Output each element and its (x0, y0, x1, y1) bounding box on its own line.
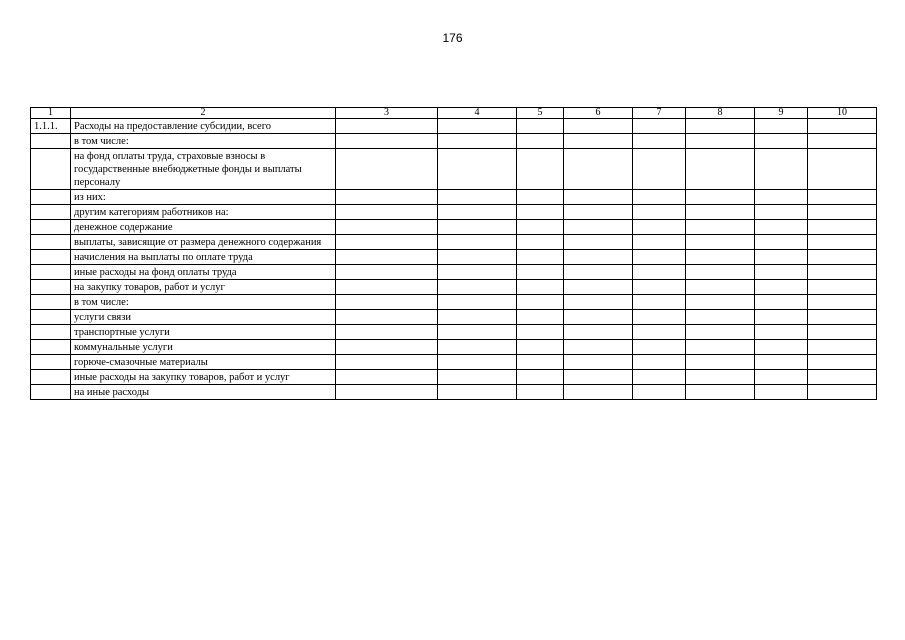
value-cell-col-9 (755, 340, 808, 355)
page-number: 176 (442, 31, 463, 45)
value-cell-col-5 (517, 355, 564, 370)
value-cell-col-7 (633, 295, 686, 310)
value-cell-col-4 (438, 310, 517, 325)
value-cell-col-3 (336, 235, 438, 250)
value-cell-col-9 (755, 190, 808, 205)
value-cell-col-5 (517, 325, 564, 340)
row-code-cell (31, 310, 71, 325)
value-cell-col-8 (686, 190, 755, 205)
value-cell-col-7 (633, 220, 686, 235)
value-cell-col-4 (438, 134, 517, 149)
value-cell-col-10 (808, 340, 877, 355)
value-cell-col-4 (438, 190, 517, 205)
value-cell-col-9 (755, 310, 808, 325)
table-row (31, 280, 877, 295)
value-cell-col-4 (438, 340, 517, 355)
value-cell-col-8 (686, 355, 755, 370)
value-cell-col-4 (438, 265, 517, 280)
value-cell-col-10 (808, 280, 877, 295)
row-code-cell (31, 235, 71, 250)
value-cell-col-10 (808, 235, 877, 250)
row-label-cell: на фонд оплаты труда, страховые взносы в государственные внебюджетные фонды и выплаты персоналу (71, 149, 336, 190)
row-label-cell: иные расходы на закупку товаров, работ и услуг (71, 370, 336, 385)
value-cell-col-9 (755, 385, 808, 400)
value-cell-col-9 (755, 134, 808, 149)
row-label-cell: из них: (71, 190, 336, 205)
value-cell-col-5 (517, 205, 564, 220)
value-cell-col-10 (808, 310, 877, 325)
value-cell-col-3 (336, 355, 438, 370)
value-cell-col-9 (755, 265, 808, 280)
value-cell-col-8 (686, 280, 755, 295)
value-cell-col-8 (686, 310, 755, 325)
value-cell-col-5 (517, 250, 564, 265)
value-cell-col-4 (438, 295, 517, 310)
value-cell-col-8 (686, 370, 755, 385)
column-header: 1 (31, 108, 71, 119)
value-cell-col-5 (517, 340, 564, 355)
value-cell-col-3 (336, 134, 438, 149)
value-cell-col-4 (438, 119, 517, 134)
value-cell-col-4 (438, 250, 517, 265)
expenses-table (30, 107, 877, 400)
table-row (31, 355, 877, 370)
value-cell-col-9 (755, 280, 808, 295)
value-cell-col-6 (564, 340, 633, 355)
value-cell-col-5 (517, 280, 564, 295)
value-cell-col-7 (633, 325, 686, 340)
value-cell-col-5 (517, 134, 564, 149)
value-cell-col-6 (564, 385, 633, 400)
value-cell-col-7 (633, 149, 686, 190)
value-cell-col-10 (808, 325, 877, 340)
row-code-cell (31, 385, 71, 400)
value-cell-col-5 (517, 190, 564, 205)
column-header: 2 (71, 108, 336, 119)
column-header: 9 (755, 108, 808, 119)
value-cell-col-5 (517, 149, 564, 190)
column-header: 7 (633, 108, 686, 119)
row-label-cell: начисления на выплаты по оплате труда (71, 250, 336, 265)
value-cell-col-6 (564, 370, 633, 385)
row-code-cell (31, 355, 71, 370)
value-cell-col-6 (564, 134, 633, 149)
column-header: 3 (336, 108, 438, 119)
value-cell-col-9 (755, 235, 808, 250)
table-row (31, 295, 877, 310)
value-cell-col-7 (633, 265, 686, 280)
value-cell-col-4 (438, 280, 517, 295)
table-row (31, 220, 877, 235)
value-cell-col-7 (633, 205, 686, 220)
value-cell-col-8 (686, 295, 755, 310)
value-cell-col-8 (686, 134, 755, 149)
value-cell-col-5 (517, 220, 564, 235)
value-cell-col-6 (564, 250, 633, 265)
value-cell-col-6 (564, 190, 633, 205)
value-cell-col-8 (686, 250, 755, 265)
value-cell-col-10 (808, 149, 877, 190)
value-cell-col-7 (633, 370, 686, 385)
row-label-cell: в том числе: (71, 134, 336, 149)
table-row (31, 370, 877, 385)
row-code-cell (31, 340, 71, 355)
row-label-cell: на иные расходы (71, 385, 336, 400)
table-row (31, 385, 877, 400)
value-cell-col-4 (438, 149, 517, 190)
value-cell-col-3 (336, 385, 438, 400)
value-cell-col-4 (438, 235, 517, 250)
value-cell-col-3 (336, 310, 438, 325)
value-cell-col-5 (517, 265, 564, 280)
value-cell-col-9 (755, 355, 808, 370)
value-cell-col-9 (755, 119, 808, 134)
value-cell-col-6 (564, 235, 633, 250)
value-cell-col-10 (808, 134, 877, 149)
row-code-cell (31, 295, 71, 310)
value-cell-col-6 (564, 205, 633, 220)
value-cell-col-3 (336, 295, 438, 310)
value-cell-col-9 (755, 250, 808, 265)
value-cell-col-3 (336, 220, 438, 235)
row-code-cell (31, 250, 71, 265)
value-cell-col-4 (438, 355, 517, 370)
row-code-cell: 1.1.1. (31, 119, 71, 134)
row-code-cell (31, 134, 71, 149)
value-cell-col-6 (564, 295, 633, 310)
value-cell-col-9 (755, 205, 808, 220)
table-row (31, 250, 877, 265)
value-cell-col-6 (564, 355, 633, 370)
row-code-cell (31, 190, 71, 205)
value-cell-col-10 (808, 220, 877, 235)
column-header: 8 (686, 108, 755, 119)
value-cell-col-10 (808, 355, 877, 370)
value-cell-col-10 (808, 119, 877, 134)
value-cell-col-5 (517, 385, 564, 400)
value-cell-col-9 (755, 149, 808, 190)
row-label-cell: денежное содержание (71, 220, 336, 235)
row-code-cell (31, 370, 71, 385)
table-row (31, 190, 877, 205)
value-cell-col-7 (633, 235, 686, 250)
table-row (31, 205, 877, 220)
value-cell-col-10 (808, 370, 877, 385)
value-cell-col-9 (755, 370, 808, 385)
row-label-cell: другим категориям работников на: (71, 205, 336, 220)
value-cell-col-3 (336, 340, 438, 355)
table-header-row (31, 108, 877, 119)
column-header: 5 (517, 108, 564, 119)
value-cell-col-5 (517, 370, 564, 385)
row-code-cell (31, 325, 71, 340)
row-label-cell: выплаты, зависящие от размера денежного содержания (71, 235, 336, 250)
value-cell-col-5 (517, 235, 564, 250)
value-cell-col-7 (633, 134, 686, 149)
value-cell-col-8 (686, 149, 755, 190)
value-cell-col-7 (633, 119, 686, 134)
value-cell-col-8 (686, 325, 755, 340)
value-cell-col-7 (633, 190, 686, 205)
value-cell-col-3 (336, 149, 438, 190)
table-row (31, 134, 877, 149)
row-label-cell: в том числе: (71, 295, 336, 310)
table-row (31, 235, 877, 250)
value-cell-col-7 (633, 340, 686, 355)
value-cell-col-3 (336, 119, 438, 134)
value-cell-col-5 (517, 119, 564, 134)
value-cell-col-8 (686, 340, 755, 355)
value-cell-col-6 (564, 310, 633, 325)
value-cell-col-4 (438, 205, 517, 220)
table-row (31, 325, 877, 340)
table-row (31, 340, 877, 355)
value-cell-col-3 (336, 280, 438, 295)
value-cell-col-6 (564, 149, 633, 190)
value-cell-col-3 (336, 265, 438, 280)
row-label-cell: на закупку товаров, работ и услуг (71, 280, 336, 295)
value-cell-col-6 (564, 280, 633, 295)
value-cell-col-8 (686, 265, 755, 280)
value-cell-col-8 (686, 119, 755, 134)
value-cell-col-9 (755, 220, 808, 235)
value-cell-col-7 (633, 310, 686, 325)
row-code-cell (31, 205, 71, 220)
value-cell-col-9 (755, 325, 808, 340)
column-header: 4 (438, 108, 517, 119)
column-header: 10 (808, 108, 877, 119)
value-cell-col-6 (564, 325, 633, 340)
row-code-cell (31, 220, 71, 235)
value-cell-col-3 (336, 205, 438, 220)
value-cell-col-9 (755, 295, 808, 310)
value-cell-col-8 (686, 220, 755, 235)
value-cell-col-10 (808, 190, 877, 205)
value-cell-col-3 (336, 325, 438, 340)
value-cell-col-10 (808, 205, 877, 220)
row-label-cell: иные расходы на фонд оплаты труда (71, 265, 336, 280)
value-cell-col-5 (517, 310, 564, 325)
value-cell-col-8 (686, 385, 755, 400)
value-cell-col-10 (808, 295, 877, 310)
row-label-cell: коммунальные услуги (71, 340, 336, 355)
value-cell-col-7 (633, 250, 686, 265)
row-code-cell (31, 149, 71, 190)
value-cell-col-3 (336, 190, 438, 205)
table-row (31, 119, 877, 134)
value-cell-col-6 (564, 119, 633, 134)
column-header: 6 (564, 108, 633, 119)
value-cell-col-3 (336, 250, 438, 265)
value-cell-col-4 (438, 385, 517, 400)
value-cell-col-3 (336, 370, 438, 385)
value-cell-col-7 (633, 280, 686, 295)
table-row (31, 310, 877, 325)
value-cell-col-7 (633, 385, 686, 400)
row-code-cell (31, 280, 71, 295)
value-cell-col-4 (438, 325, 517, 340)
row-label-cell: Расходы на предоставление субсидии, всего (71, 119, 336, 134)
value-cell-col-8 (686, 235, 755, 250)
value-cell-col-7 (633, 355, 686, 370)
value-cell-col-10 (808, 385, 877, 400)
row-label-cell: услуги связи (71, 310, 336, 325)
value-cell-col-6 (564, 220, 633, 235)
value-cell-col-10 (808, 265, 877, 280)
value-cell-col-8 (686, 205, 755, 220)
value-cell-col-4 (438, 370, 517, 385)
row-code-cell (31, 265, 71, 280)
row-label-cell: горюче-смазочные материалы (71, 355, 336, 370)
value-cell-col-6 (564, 265, 633, 280)
value-cell-col-5 (517, 295, 564, 310)
table-row (31, 265, 877, 280)
table-row (31, 149, 877, 190)
row-label-cell: транспортные услуги (71, 325, 336, 340)
value-cell-col-4 (438, 220, 517, 235)
value-cell-col-10 (808, 250, 877, 265)
